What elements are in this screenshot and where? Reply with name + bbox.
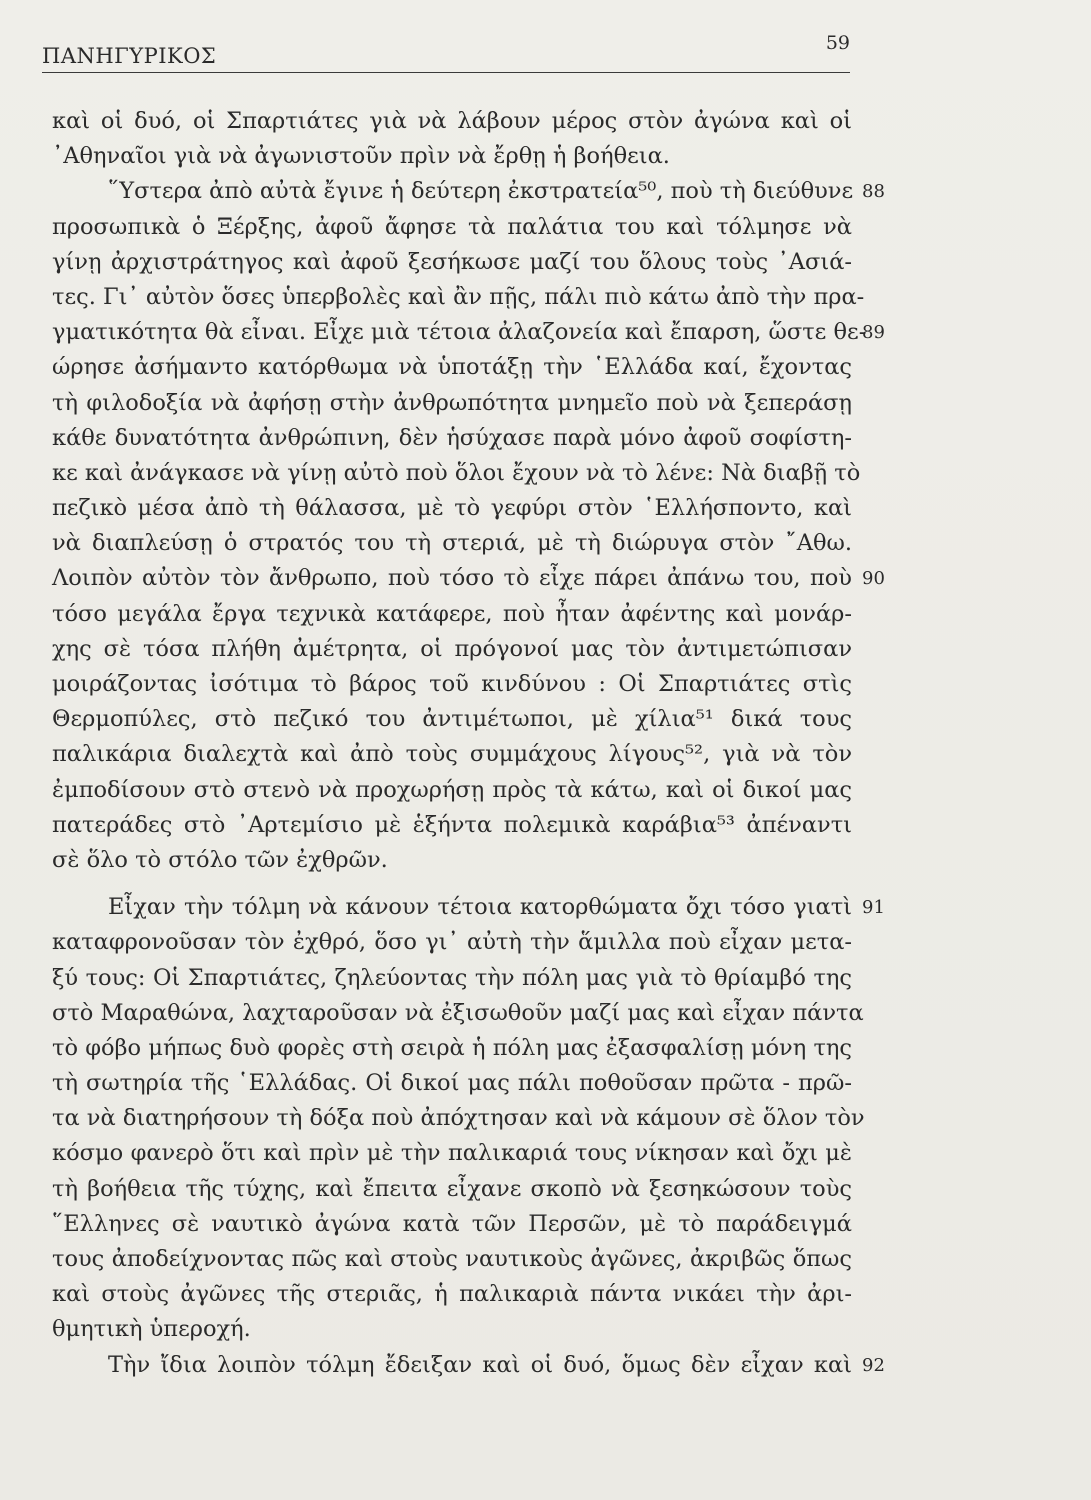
text-line [52, 1348, 885, 1383]
line-text: θμητικὴ ὑπεροχή. [52, 1316, 251, 1343]
line-text: τόσο μεγάλα ἔργα τεχνικὰ κατάφερε, ποὺ ἦταν ἀφέντης καὶ μονάρ- [52, 600, 852, 627]
line-text: τὴ φιλοδοξία νὰ ἀφήσῃ στὴν ἀνθρωπότητα μνημεῖο ποὺ νὰ ξεπεράσῃ [52, 389, 852, 416]
line-text: ώρησε ἀσήμαντο κατόρθωμα νὰ ὑποτάξῃ τὴν ῾Ελλάδα καί, ἔχοντας [52, 354, 852, 381]
page-number: 59 [825, 32, 850, 54]
running-title: ΠΑΝΗΓΥΡΙΚΟΣ [42, 44, 217, 68]
text-line [52, 808, 852, 843]
line-text: ᾿Αθηναῖοι γιὰ νὰ ἀγωνιστοῦν πρὶν νὰ ἔρθῃ ἡ βοήθεια. [52, 143, 670, 170]
text-line [52, 174, 885, 209]
line-text: τα νὰ διατηρήσουν τὴ δόξα ποὺ ἀπόχτησαν καὶ νὰ κάμουν σὲ ὅλον τὸν [52, 1105, 865, 1132]
line-text: σὲ ὅλο τὸ στόλο τῶν ἐχθρῶν. [52, 846, 388, 873]
line-text: κόσμο φανερὸ ὅτι καὶ πρὶν μὲ τὴν παλικαριά τους νίκησαν καὶ ὄχι μὲ [52, 1140, 852, 1167]
body-text [52, 104, 885, 1383]
line-text: ῞Ελληνες σὲ ναυτικὸ ἀγώνα κατὰ τῶν Περσῶν, μὲ τὸ παράδειγμά [52, 1210, 852, 1237]
line-text: κε καὶ ἀνάγκασε νὰ γίνῃ αὐτὸ ποὺ ὅλοι ἔχουν νὰ τὸ λένε: Νὰ διαβῇ τὸ [52, 459, 861, 486]
line-text: Τὴν ἴδια λοιπὸν τόλμη ἔδειξαν καὶ οἱ δυό, ὅμως δὲν εἶχαν καὶ [108, 1351, 852, 1378]
text-line [52, 1172, 852, 1207]
line-text: μοιράζοντας ἰσότιμα τὸ βάρος τοῦ κινδύνου : Οἱ Σπαρτιάτες στὶς [52, 671, 852, 697]
line-text: στὸ Μαραθώνα, λαχταροῦσαν νὰ ἐξισωθοῦν μαζί μας καὶ εἶχαν πάντα [52, 999, 864, 1026]
text-line [52, 1277, 852, 1312]
text-line [52, 280, 865, 315]
text-line [52, 1207, 852, 1242]
line-text: καταφρονοῦσαν τὸν ἐχθρό, ὅσο γι᾿ αὐτὴ τὴν ἅμιλλα ποὺ εἶχαν μετα- [52, 929, 852, 956]
line-text: Εἶχαν τὴν τόλμη νὰ κάνουν τέτοια κατορθώματα ὄχι τόσο γιατὶ [108, 894, 852, 921]
text-line [52, 597, 852, 632]
line-text: πατεράδες στὸ ᾿Αρτεμίσιο μὲ ἑξήντα πολεμικὰ καράβια⁵³ ἀπέναντι [52, 811, 852, 838]
text-line [52, 773, 852, 808]
line-text: γματικότητα θὰ εἶναι. Εἶχε μιὰ τέτοια ἀλαζονεία καὶ ἔπαρση, ὥστε θε- [52, 319, 867, 346]
text-line [52, 245, 852, 280]
text-line [52, 491, 852, 526]
margin-section-number: 88 [862, 181, 885, 203]
line-text: πεζικὸ μέσα ἀπὸ τὴ θάλασσα, μὲ τὸ γεφύρι στὸν ῾Ελλήσποντο, καὶ [52, 495, 852, 522]
line-text: τὴ σωτηρία τῆς ῾Ελλάδας. Οἱ δικοί μας πάλι ποθοῦσαν πρῶτα - πρῶ- [52, 1070, 852, 1097]
text-line [52, 139, 852, 174]
line-text: Θερμοπύλες, στὸ πεζικό του ἀντιμέτωποι, μὲ χίλια⁵¹ δικά τους [52, 706, 852, 733]
text-line [52, 1312, 852, 1347]
line-text: τες. Γι᾿ αὐτὸν ὅσες ὑπερβολὲς καὶ ἂν πῇς, πάλι πιὸ κάτω ἀπὸ τὴν πρα- [52, 283, 865, 310]
line-text: γίνῃ ἀρχιστράτηγος καὶ ἀφοῦ ξεσήκωσε μαζί του ὅλους τοὺς ᾿Ασιά- [52, 248, 852, 275]
line-text: κάθε δυνατότητα ἀνθρώπινη, δὲν ἡσύχασε παρὰ μόνο ἀφοῦ σοφίστη- [52, 424, 852, 451]
text-line [52, 561, 885, 596]
text-line [52, 702, 852, 737]
text-line [52, 386, 852, 421]
text-line [52, 104, 852, 139]
text-line [52, 1242, 852, 1277]
text-line [52, 456, 861, 491]
running-header [42, 32, 850, 73]
text-line [52, 925, 852, 960]
text-line [52, 1066, 852, 1101]
text-line [52, 890, 885, 925]
margin-section-number: 91 [862, 897, 885, 919]
text-line [52, 1136, 852, 1171]
text-line [52, 350, 852, 385]
text-line [52, 667, 852, 702]
line-text: τὸ φόβο μήπως δυὸ φορὲς στὴ σειρὰ ἡ πόλη μας ἐξασφαλίσῃ μόνη της [52, 1034, 852, 1061]
line-text: ῞Υστερα ἀπὸ αὐτὰ ἔγινε ἡ δεύτερη ἐκστρατεία⁵⁰, ποὺ τὴ διεύθυνε [108, 178, 854, 205]
text-line [52, 843, 852, 878]
line-text: τους ἀποδείχνοντας πῶς καὶ στοὺς ναυτικοὺς ἀγῶνες, ἀκριβῶς ὅπως [52, 1246, 852, 1272]
line-text: ἐμποδίσουν στὸ στενὸ νὰ προχωρήσῃ πρὸς τὰ κάτω, καὶ οἱ δικοί μας [52, 776, 852, 803]
line-text: τὴ βοήθεια τῆς τύχης, καὶ ἔπειτα εἶχανε σκοπὸ νὰ ξεσηκώσουν τοὺς [52, 1175, 852, 1202]
line-text: χης σὲ τόσα πλήθη ἀμέτρητα, οἱ πρόγονοί μας τὸν ἀντιμετώπισαν [52, 635, 852, 662]
margin-section-number: 89 [862, 322, 885, 344]
text-line [52, 1101, 865, 1136]
line-text: καὶ στοὺς ἀγῶνες τῆς στεριᾶς, ἡ παλικαριὰ πάντα νικάει τὴν ἀρι- [52, 1281, 852, 1308]
line-text: καὶ οἱ δυό, οἱ Σπαρτιάτες γιὰ νὰ λάβουν μέρος στὸν ἀγώνα καὶ οἱ [52, 108, 852, 134]
text-line [52, 526, 852, 561]
text-line [52, 961, 852, 996]
line-text: προσωπικὰ ὁ Ξέρξης, ἀφοῦ ἄφησε τὰ παλάτια του καὶ τόλμησε νὰ [52, 213, 852, 240]
line-text: ξύ τους: Οἱ Σπαρτιάτες, ζηλεύοντας τὴν πόλη μας γιὰ τὸ θρίαμβό της [52, 964, 852, 991]
text-line [52, 421, 852, 456]
text-line [52, 737, 852, 772]
text-line [52, 1031, 852, 1066]
text-line [52, 210, 852, 245]
line-text: Λοιπὸν αὐτὸν τὸν ἄνθρωπο, ποὺ τόσο τὸ εἶχε πάρει ἀπάνω του, ποὺ [52, 565, 852, 592]
text-line [52, 632, 852, 667]
text-line [52, 315, 885, 350]
line-text: παλικάρια διαλεχτὰ καὶ ἀπὸ τοὺς συμμάχους λίγους⁵², γιὰ νὰ τὸν [52, 741, 852, 768]
margin-section-number: 92 [862, 1354, 885, 1376]
margin-section-number: 90 [862, 568, 885, 590]
text-line [52, 996, 864, 1031]
line-text: νὰ διαπλεύσῃ ὁ στρατός του τὴ στεριά, μὲ τὴ διώρυγα στὸν ῎Αθω. [52, 530, 852, 557]
